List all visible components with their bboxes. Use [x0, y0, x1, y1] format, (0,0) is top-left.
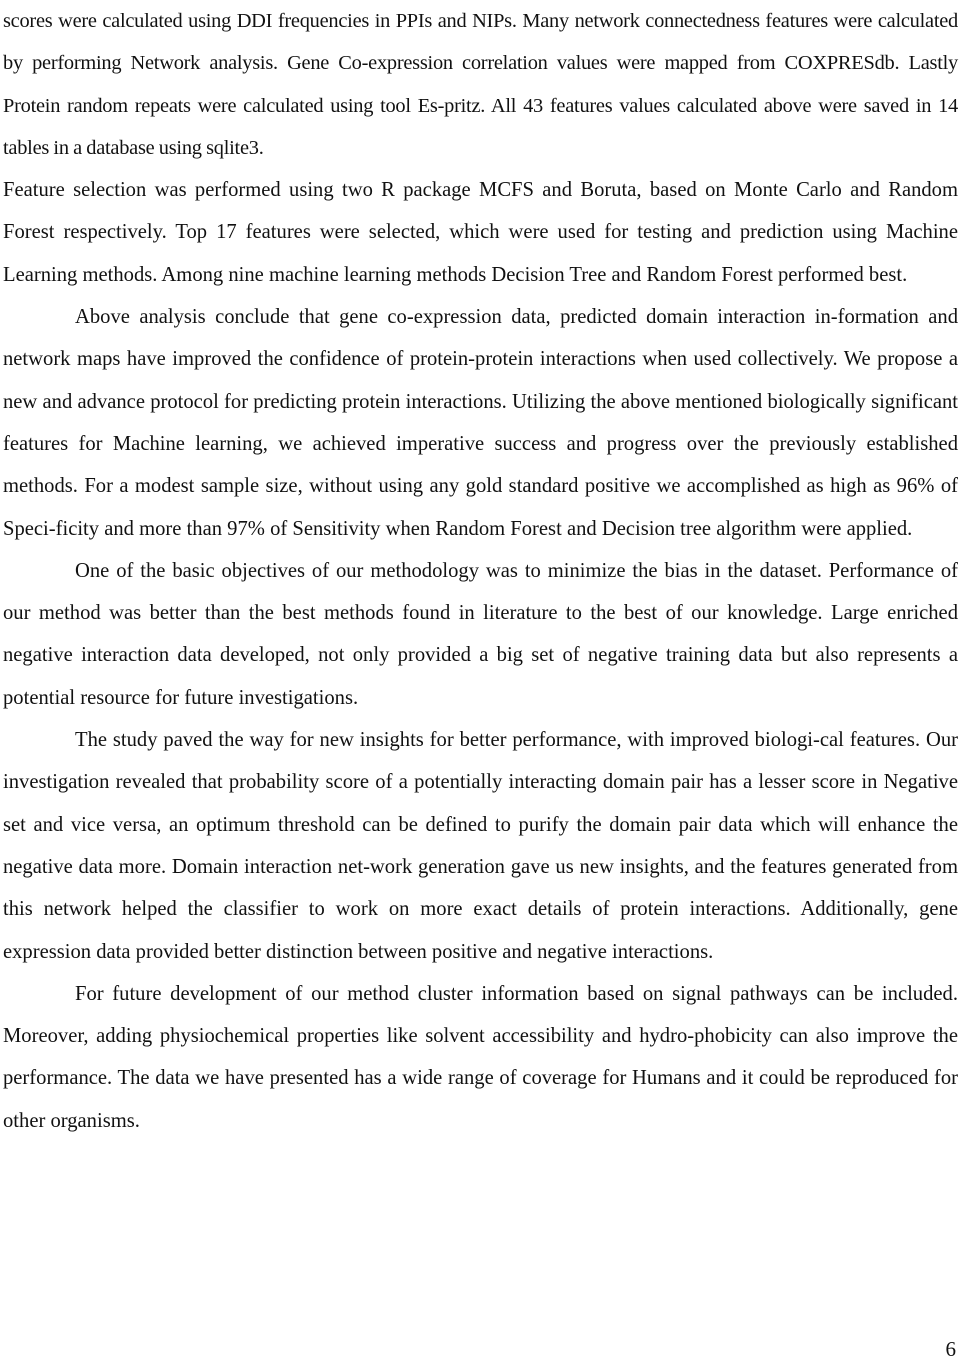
page-number: 6 [945, 1337, 956, 1361]
paragraph-methods-summary: scores were calculated using DDI frequencies in PPIs and NIPs. Many network connectedness features were calculated by performing Network analysis. Gene Co-expression correlation values were mapped from COXPRESdb. Lastly Protein random repeats were calculated using tool Es-pritz. All 43 features values calculated above were saved in 14 tables in a database using sqlite3. [3, 10, 958, 159]
paragraph-analysis-conclusion: Above analysis conclude that gene co-expression data, predicted domain interaction in-formation and network maps have improved the confidence of protein-protein interactions when used collectively. We propose a new and advance protocol for predicting protein interactions. Utilizing the above mentioned biologically significant features for Machine learning, we achieved imperative success and progress over the previously established methods. For a modest sample size, without using any gold standard positive we accomplished as high as 96% of Speci-ficity and more than 97% of Sensitivity when Random Forest and Decision tree algorithm were applied. [3, 306, 958, 540]
paragraph-feature-selection: Feature selection was performed using two R package MCFS and Boruta, based on Monte Carlo and Random Forest respectively. Top 17 features were selected, which were used for testing and prediction using Machine Learning methods. Among nine machine learning methods Decision Tree and Random Forest performed best. [3, 179, 958, 286]
paragraph-future-development: For future development of our method cluster information based on signal pathways can be included. Moreover, adding physiochemical properties like solvent accessibility and hydro-phobicity can also improve the performance. The data we have presented has a wide range of coverage for Humans and it could be reproduced for other organisms. [3, 982, 958, 1132]
paragraph-study-insights: The study paved the way for new insights for better performance, with improved biologi-cal features. Our investigation revealed that probability score of a potentially interacting domain pair has a lesser score in Negative set and vice versa, an optimum threshold can be defined to purify the domain pair data which will enhance the negative data more. Domain interaction net-work generation gave us new insights, and the features generated from this network helped the classifier to work on more exact details of protein interactions. Additionally, gene expression data provided better distinction between positive and negative interactions. [3, 729, 958, 963]
paragraph-methodology-objectives: One of the basic objectives of our methodology was to minimize the bias in the dataset. Performance of our method was better than the best methods found in literature to the best of our knowledge. Large enriched negative interaction data developed, not only provided a big set of negative training data but also represents a potential resource for future investigations. [3, 559, 958, 709]
document-page [3, 0, 958, 1142]
